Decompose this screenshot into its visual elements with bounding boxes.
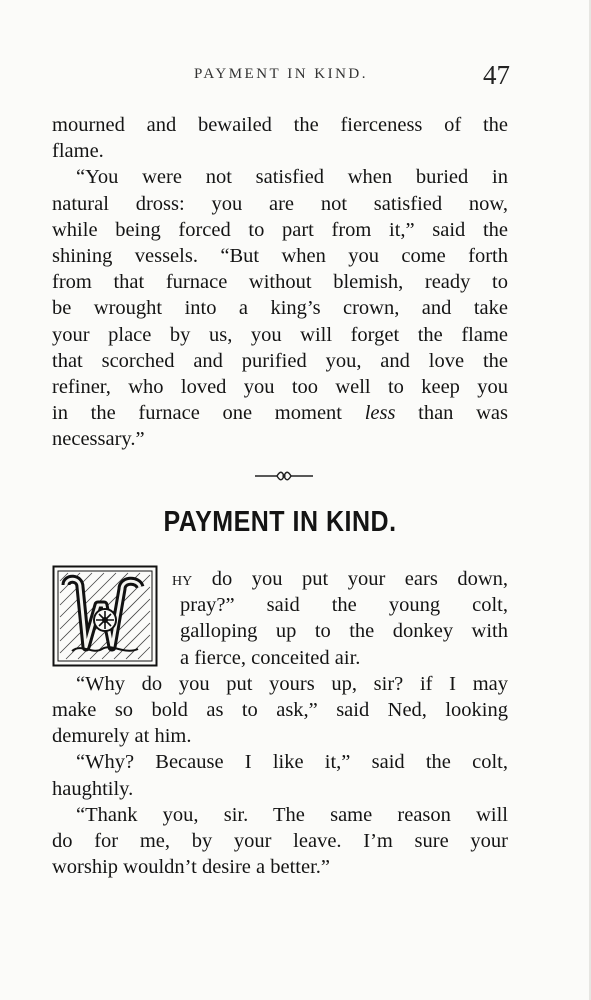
text-line: necessary.” — [52, 428, 145, 451]
running-head — [52, 60, 510, 92]
text-line: do for me, by your leave. I’m sure your — [52, 829, 508, 852]
text-line: natural dross: you are not satisfied now, — [52, 192, 508, 215]
text-line-with-italic — [52, 400, 508, 426]
text-line: haughtily. — [52, 777, 134, 800]
previous-story-ending — [52, 112, 508, 452]
text-line: “Why? Because I like it,” said the colt, — [76, 751, 508, 774]
running-title: PAYMENT IN KIND. — [193, 66, 369, 82]
text-line: your place by us, you will forget the flame — [52, 323, 508, 346]
text-run: in the furnace one moment — [52, 402, 342, 425]
text-line: make so bold as to ask,” said Ned, looking — [52, 698, 508, 721]
text-line: “Why do you put yours up, sir? if I may — [76, 672, 508, 695]
page-number: 47 — [483, 60, 510, 90]
chapter-opening — [52, 566, 508, 880]
text-line: a fierce, conceited air. — [180, 646, 361, 669]
drop-cap-continuation: hy — [172, 568, 193, 590]
text-line: be wrought into a king’s crown, and take — [52, 297, 508, 320]
text-line: “Thank you, sir. The same reason will — [76, 803, 508, 826]
italic-word: less — [364, 402, 396, 425]
text-run: than was — [418, 402, 508, 425]
text-line: that scorched and purified you, and love the — [52, 349, 508, 372]
text-line: galloping up to the donkey with — [180, 620, 508, 643]
section-divider-ornament — [253, 468, 315, 484]
text-line: shining vessels. “But when you come forth — [52, 244, 508, 267]
text-line: while being forced to part from it,” said the — [52, 218, 508, 241]
text-line: worship wouldn’t desire a better.” — [52, 856, 331, 879]
text-line: mourned and bewailed the fierceness of the — [52, 114, 508, 136]
text-run: do you put your ears down, — [211, 568, 508, 590]
text-line: refiner, who loved you too well to keep you — [52, 375, 508, 398]
text-line: pray?” said the young colt, — [180, 594, 508, 617]
text-line: flame. — [52, 140, 104, 163]
text-line: from that furnace without blemish, ready to — [52, 271, 508, 294]
text-line-first — [52, 566, 508, 592]
text-line: “You were not satisfied when buried in — [76, 166, 508, 189]
text-line: demurely at him. — [52, 725, 192, 748]
chapter-title: PAYMENT IN KIND. — [163, 505, 397, 539]
